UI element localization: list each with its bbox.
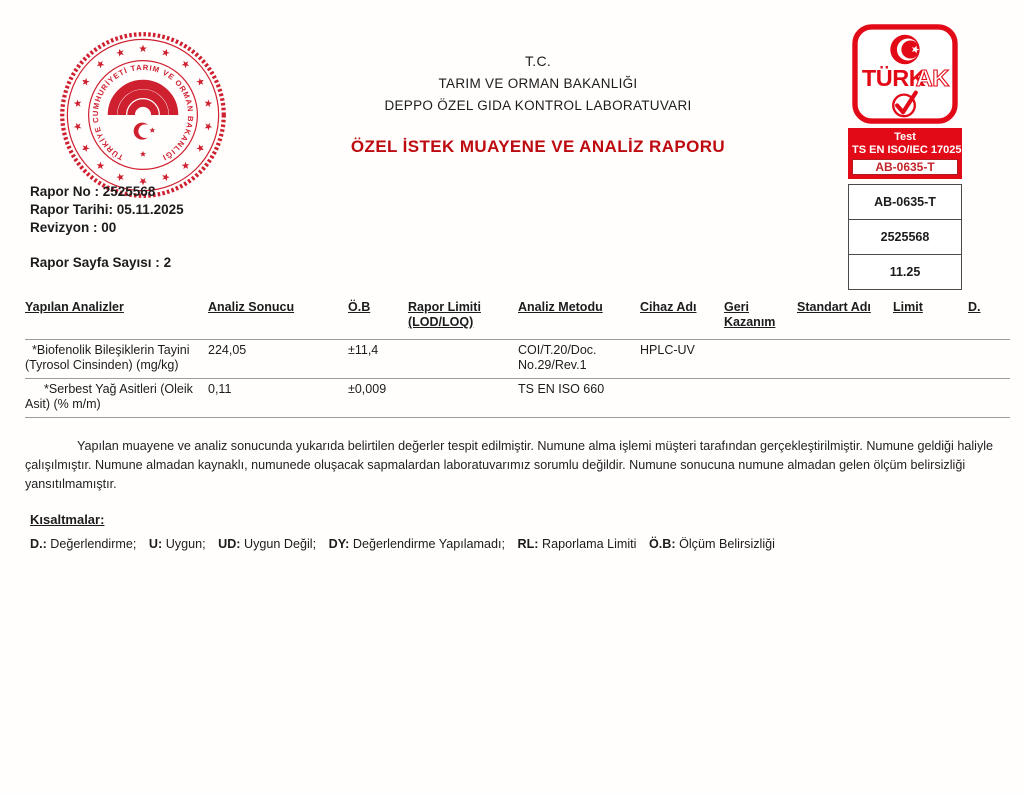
col-header-ob: Ö.B (348, 300, 371, 314)
turkak-logo (851, 24, 959, 126)
col-header-geri-kazanim: Geri Kazanım (724, 300, 776, 329)
table-row (25, 378, 1010, 417)
report-limit (408, 382, 518, 412)
abbr-value: Raporlama Limiti (542, 537, 637, 551)
turkak-wordmark-turk: TÜRK (861, 64, 926, 91)
report-limit (408, 343, 518, 373)
col-header-standart-adi: Standart Adı (797, 300, 871, 314)
recovery (724, 382, 797, 412)
standard-name (797, 382, 893, 412)
col-header-d: D. (968, 300, 981, 314)
laboratory-name: DEPPO ÖZEL GIDA KONTROL LABORATUVARI (384, 98, 692, 113)
seal-circular-text: TÜRKİYE CUMHURİYETİ TARIM VE ORMAN BAKANLIĞI (90, 62, 196, 163)
seal-bottom-star (140, 151, 146, 157)
page-count-value: 2 (163, 255, 172, 270)
col-header-limit: Limit (893, 300, 923, 314)
turkak-wordmark-ak: AK (915, 64, 949, 91)
ministry-name: TARIM VE ORMAN BAKANLIĞI (438, 76, 638, 91)
abbr-value: Uygun; (165, 537, 206, 551)
limit (893, 382, 968, 412)
analysis-name: *Biofenolik Bileşiklerin Tayini (Tyrosol Cinsinden) (mg/kg) (25, 343, 190, 372)
table-header-row (25, 300, 1010, 339)
abbr-key: DY: (328, 537, 350, 551)
recovery (724, 343, 797, 373)
abbr-value: Uygun Değil; (244, 537, 317, 551)
report-no-line (30, 183, 184, 201)
svg-text:TÜRKİYE CUMHURİYETİ TARIM VE O (91, 63, 195, 163)
analysis-table (25, 300, 1010, 418)
device-name (640, 382, 724, 412)
page-count-line (30, 254, 184, 272)
report-date-value: 05.11.2025 (116, 202, 184, 217)
col-header-rapor-limiti: Rapor Limiti (LOD/LOQ) (408, 300, 481, 329)
analysis-result: 224,05 (208, 343, 247, 357)
seal-wing-arcs (112, 84, 173, 115)
report-no-cell: 2525568 (849, 219, 961, 254)
abbr-value: Değerlendirme Yapılamadı; (352, 537, 506, 551)
accreditation-no-cell: AB-0635-T (849, 185, 961, 219)
report-no-value: 2525568 (102, 184, 156, 199)
turkak-scope-box (848, 128, 962, 179)
abbr-value: Ölçüm Belirsizliği (679, 537, 775, 551)
report-info (30, 183, 184, 272)
revision-label: Revizyon : (30, 220, 98, 235)
turkak-standard: TS EN ISO/IEC 17025 (852, 144, 962, 156)
analysis-method: TS EN ISO 660 (518, 382, 605, 396)
measurement-uncertainty: ±11,4 (348, 343, 379, 357)
revision-line (30, 219, 184, 237)
abbr-key: RL: (517, 537, 539, 551)
table-bottom-rule (25, 417, 1010, 418)
page-count-label: Rapor Sayfa Sayısı : (30, 255, 160, 270)
report-date-line (30, 201, 184, 219)
device-name: HPLC-UV (640, 343, 695, 357)
report-title: ÖZEL İSTEK MUAYENE VE ANALİZ RAPORU (350, 137, 726, 156)
turkak-accreditation-number: AB-0635-T (852, 159, 958, 175)
state-abbreviation: T.C. (524, 53, 552, 69)
evaluation (968, 382, 1010, 412)
analysis-name: *Serbest Yağ Asitleri (Oleik Asit) (% m/m) (25, 382, 193, 411)
turkak-scope-type: Test (894, 131, 916, 143)
abbr-key: D.: (30, 537, 47, 551)
col-header-analiz-metodu: Analiz Metodu (518, 300, 603, 314)
ministry-seal-logo (58, 30, 228, 200)
report-date-label: Rapor Tarihi: (30, 202, 114, 217)
revision-value: 00 (101, 220, 117, 235)
limit (893, 343, 968, 373)
evaluation (968, 343, 1010, 373)
abbreviations-title: Kısaltmalar: (30, 512, 105, 527)
col-header-yapilan-analizler: Yapılan Analizler (25, 300, 124, 314)
abbr-key: Ö.B: (648, 537, 676, 551)
table-row (25, 339, 1010, 378)
col-header-analiz-sonucu: Analiz Sonucu (208, 300, 295, 314)
period-cell: 11.25 (849, 254, 961, 289)
analysis-result: 0,11 (208, 382, 232, 396)
abbr-key: UD: (218, 537, 241, 551)
analysis-method: COI/T.20/Doc. No.29/Rev.1 (518, 343, 597, 372)
standard-name (797, 343, 893, 373)
abbr-key: U: (148, 537, 163, 551)
abbr-value: Değerlendirme; (50, 537, 137, 551)
disclaimer-paragraph: Yapılan muayene ve analiz sonucunda yukarıda belirtilen değerler tespit edilmiştir. Numune alma işlemi müşteri tarafından gerçekleştirilmiştir. Numune geldiği haliyle çalışılmıştır. Numune almadan kaynaklı, numunede oluşacak sapmalardan laboratuvarımız sorumlu değildir. Numune sonucuna numune almadan gelen ölçüm belirsizliği yansıtılmamıştır. (25, 439, 994, 491)
measurement-uncertainty: ±0,009 (348, 382, 387, 396)
col-header-cihaz-adi: Cihaz Adı (640, 300, 697, 314)
turkak-info-cells (848, 184, 962, 290)
seal-crescent-star-icon (134, 123, 156, 140)
turkak-accreditation-block (848, 24, 962, 290)
letterhead (262, 53, 814, 157)
abbreviations-line (30, 537, 784, 551)
report-no-label: Rapor No : (30, 184, 99, 199)
